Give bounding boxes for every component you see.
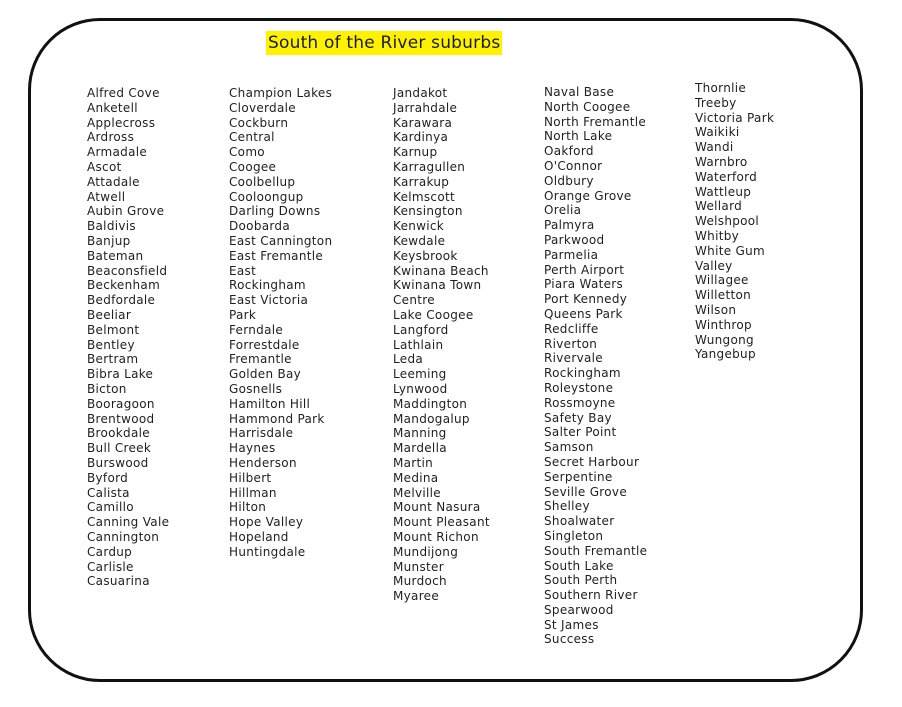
suburb-item: Armadale [87, 145, 148, 160]
suburb-item: Booragoon [87, 396, 155, 411]
suburb-item: Fremantle [229, 352, 292, 367]
suburb-item: Mount Richon [393, 529, 479, 544]
suburb-item: Hilton [229, 500, 267, 515]
suburb-item: Welshpool [695, 214, 760, 229]
suburb-item: Kwinana Beach [393, 263, 489, 278]
suburb-item: Karawara [393, 115, 453, 130]
suburb-item: Brookdale [87, 426, 150, 441]
suburb-item: North Lake [544, 129, 613, 144]
suburb-item: Cannington [87, 529, 160, 544]
suburb-item: Huntingdale [229, 544, 306, 559]
suburb-item: Success [544, 632, 595, 647]
suburb-item: Serpentine [544, 469, 613, 484]
suburb-item: Bicton [87, 381, 127, 396]
suburb-item: O'Connor [544, 158, 603, 173]
suburb-item: North Coogee [544, 99, 631, 114]
suburb-item: Harrisdale [229, 426, 294, 441]
suburb-item: Bedfordale [87, 293, 156, 308]
suburb-item: Beaconsfield [87, 263, 168, 278]
suburb-item: Central [229, 130, 275, 145]
suburb-item: Rockingham [544, 366, 621, 381]
suburb-item: Singleton [544, 528, 604, 543]
suburb-item: Brentwood [87, 411, 155, 426]
suburb-item: East [229, 263, 257, 278]
suburb-item: Aubin Grove [87, 204, 165, 219]
suburb-item: Manning [393, 426, 447, 441]
suburb-item: Hamilton Hill [229, 396, 311, 411]
suburb-item: Oldbury [544, 173, 594, 188]
suburb-item: Melville [393, 485, 441, 500]
suburb-column-4 [544, 85, 647, 647]
suburb-item: Whitby [695, 228, 740, 243]
suburb-item: Riverton [544, 336, 598, 351]
suburb-item: Cloverdale [229, 100, 296, 115]
suburb-item: Warnbro [695, 154, 748, 169]
suburb-item: Karragullen [393, 159, 466, 174]
suburb-item: East Fremantle [229, 248, 324, 263]
suburb-item: Redcliffe [544, 321, 599, 336]
suburb-item: Salter Point [544, 425, 617, 440]
suburb-item: Bibra Lake [87, 367, 154, 382]
suburb-item: Mardella [393, 441, 447, 456]
suburb-column-2 [229, 86, 332, 560]
suburb-item: Mount Pleasant [393, 515, 490, 530]
suburb-item: Beeliar [87, 307, 132, 322]
suburb-item: Perth Airport [544, 262, 625, 277]
suburb-item: Doobarda [229, 219, 290, 234]
suburb-item: Lynwood [393, 381, 448, 396]
suburb-item: South Perth [544, 573, 618, 588]
suburb-item: Munster [393, 559, 444, 574]
suburb-item: Thornlie [695, 81, 747, 95]
suburb-item: Waikiki [695, 125, 740, 140]
suburb-item: Medina [393, 470, 439, 485]
suburb-item: Hope Valley [229, 515, 304, 530]
suburb-item: Roleystone [544, 380, 614, 395]
suburb-item: Valley [695, 258, 733, 273]
suburb-item: Willagee [695, 273, 749, 288]
suburb-item: Bateman [87, 248, 144, 263]
suburb-item: Wandi [695, 140, 734, 155]
suburb-item: Anketell [87, 100, 138, 115]
suburb-item: Lake Coogee [393, 307, 474, 322]
suburb-item: Oakford [544, 144, 594, 159]
suburb-item: Centre [393, 293, 435, 308]
suburb-item: Keysbrook [393, 248, 458, 263]
suburb-item: Bertram [87, 352, 139, 367]
suburb-item: Safety Bay [544, 410, 612, 425]
suburb-item: Shoalwater [544, 514, 615, 529]
suburb-item: Bentley [87, 337, 135, 352]
suburb-item: Beckenham [87, 278, 161, 293]
suburb-item: Queens Park [544, 306, 623, 321]
suburb-item: East Cannington [229, 233, 333, 248]
suburb-item: Kensington [393, 204, 463, 219]
suburb-item: Port Kennedy [544, 292, 628, 307]
suburb-item: Samson [544, 440, 594, 455]
suburb-item: East Victoria [229, 293, 309, 308]
suburb-item: Shelley [544, 499, 590, 514]
suburb-item: Camillo [87, 500, 134, 515]
suburb-item: Attadale [87, 174, 140, 189]
suburb-item: Canning Vale [87, 515, 170, 530]
suburb-item: Applecross [87, 115, 156, 130]
suburb-column-3 [393, 86, 490, 604]
suburb-item: Myaree [393, 589, 440, 604]
suburb-item: Kwinana Town [393, 278, 482, 293]
suburb-item: Champion Lakes [229, 86, 333, 100]
suburb-item: Haynes [229, 441, 276, 456]
suburb-item: Orange Grove [544, 188, 632, 203]
suburb-item: Ferndale [229, 322, 284, 337]
suburb-item: Winthrop [695, 317, 752, 332]
suburb-item: Leeming [393, 367, 447, 382]
suburb-item: South Lake [544, 558, 614, 573]
suburb-item: Jarrahdale [393, 100, 458, 115]
suburb-item: Martin [393, 455, 434, 470]
suburb-item: Henderson [229, 455, 297, 470]
suburb-item: Byford [87, 470, 129, 485]
suburb-item: Darling Downs [229, 204, 321, 219]
suburb-item: Piara Waters [544, 277, 624, 292]
suburb-item: Mundijong [393, 544, 459, 559]
suburb-item: White Gum [695, 243, 766, 258]
suburb-item: Wellard [695, 199, 743, 214]
suburb-item: Southern River [544, 588, 638, 603]
suburb-item: Kewdale [393, 233, 446, 248]
suburb-item: Gosnells [229, 381, 283, 396]
suburb-item: Como [229, 145, 265, 160]
suburb-item: Forrestdale [229, 337, 300, 352]
suburb-item: Hopeland [229, 529, 289, 544]
suburb-item: Yangebup [695, 347, 756, 362]
suburb-item: Naval Base [544, 85, 615, 99]
suburb-item: Langford [393, 322, 449, 337]
suburb-item: Kelmscott [393, 189, 455, 204]
suburb-item: Hammond Park [229, 411, 325, 426]
suburb-item: Willetton [695, 288, 752, 303]
suburb-item: Cockburn [229, 115, 289, 130]
suburb-item: Alfred Cove [87, 86, 160, 100]
suburb-item: Baldivis [87, 219, 136, 234]
suburb-item: Treeby [695, 95, 737, 110]
suburb-item: Karnup [393, 145, 438, 160]
suburb-item: Calista [87, 485, 130, 500]
suburb-item: Casuarina [87, 574, 150, 589]
suburb-item: Rossmoyne [544, 395, 616, 410]
suburb-item: Atwell [87, 189, 126, 204]
suburb-item: South Fremantle [544, 543, 648, 558]
suburb-item: Coolbellup [229, 174, 296, 189]
suburb-item: Rockingham [229, 278, 306, 293]
suburb-item: Banjup [87, 233, 131, 248]
suburb-item: Mount Nasura [393, 500, 481, 515]
suburb-item: Jandakot [393, 86, 448, 100]
page-title: South of the River suburbs [268, 33, 501, 53]
suburb-item: Victoria Park [695, 110, 775, 125]
suburb-item: Ascot [87, 159, 122, 174]
suburb-item: Hilbert [229, 470, 272, 485]
suburb-item: Rivervale [544, 351, 603, 366]
suburb-item: Spearwood [544, 602, 614, 617]
suburb-item: Carlisle [87, 559, 134, 574]
suburb-item: Waterford [695, 169, 758, 184]
suburb-item: Orelia [544, 203, 582, 218]
suburb-item: Cardup [87, 544, 133, 559]
suburb-item: Karrakup [393, 174, 450, 189]
suburb-column-1 [87, 86, 169, 589]
suburb-item: North Fremantle [544, 114, 647, 129]
suburb-item: Parkwood [544, 232, 605, 247]
suburb-item: Golden Bay [229, 367, 302, 382]
suburb-item: Seville Grove [544, 484, 627, 499]
suburb-item: Park [229, 307, 257, 322]
suburb-item: Parmelia [544, 247, 599, 262]
suburb-column-5 [695, 81, 774, 362]
suburb-item: Burswood [87, 455, 149, 470]
suburb-item: Wattleup [695, 184, 752, 199]
suburb-item: Secret Harbour [544, 454, 640, 469]
suburb-item: Belmont [87, 322, 140, 337]
suburb-item: Murdoch [393, 574, 447, 589]
suburb-item: Lathlain [393, 337, 444, 352]
suburb-item: St James [544, 617, 599, 632]
suburb-item: Maddington [393, 396, 468, 411]
suburb-item: Hillman [229, 485, 277, 500]
suburb-item: Coogee [229, 159, 277, 174]
suburb-item: Kenwick [393, 219, 445, 234]
suburb-item: Leda [393, 352, 424, 367]
suburb-item: Ardross [87, 130, 135, 145]
suburb-item: Wilson [695, 302, 737, 317]
suburb-item: Kardinya [393, 130, 449, 145]
suburb-item: Palmyra [544, 218, 595, 233]
suburb-item: Mandogalup [393, 411, 470, 426]
suburb-item: Wungong [695, 332, 754, 347]
suburb-item: Cooloongup [229, 189, 304, 204]
suburb-item: Bull Creek [87, 441, 152, 456]
